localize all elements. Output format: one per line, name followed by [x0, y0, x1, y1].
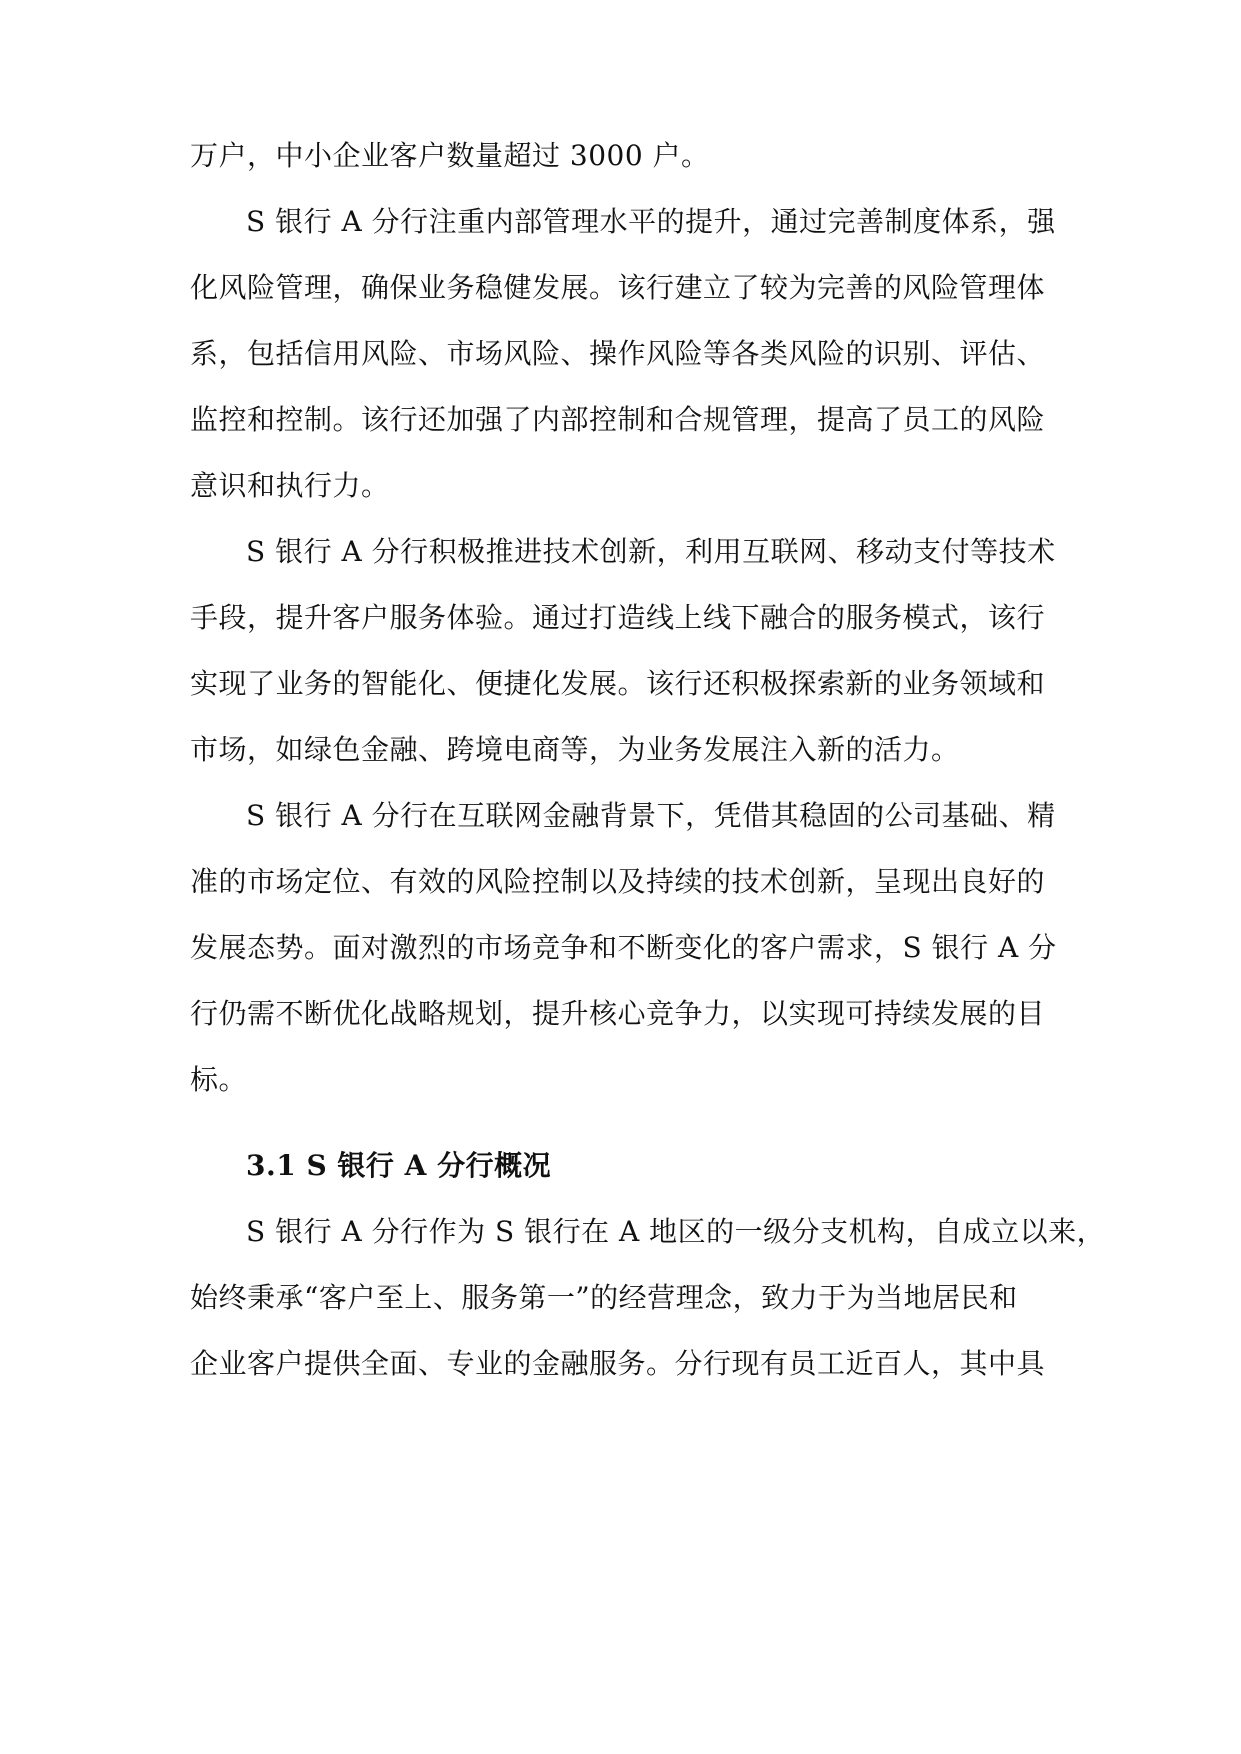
paragraph-line: 万户，中小企业客户数量超过 3000 户。 [190, 139, 710, 172]
paragraph-line: S 银行 A 分行在互联网金融背景下，凭借其稳固的公司基础、精 [246, 799, 1056, 832]
paragraph-line: S 银行 A 分行积极推进技术创新，利用互联网、移动支付等技术 [246, 535, 1056, 568]
paragraph-line: 市场，如绿色金融、跨境电商等，为业务发展注入新的活力。 [190, 733, 960, 766]
paragraph-line: 始终秉承“客户至上、服务第一”的经营理念，致力于为当地居民和 [190, 1281, 1018, 1314]
section-heading: 3.1 S 银行 A 分行概况 [246, 1149, 552, 1182]
paragraph-line: 行仍需不断优化战略规划，提升核心竞争力，以实现可持续发展的目 [190, 997, 1046, 1030]
paragraph-line: 化风险管理，确保业务稳健发展。该行建立了较为完善的风险管理体 [190, 271, 1046, 304]
paragraph-line: 系，包括信用风险、市场风险、操作风险等各类风险的识别、评估、 [190, 337, 1046, 370]
paragraph-line: 准的市场定位、有效的风险控制以及持续的技术创新，呈现出良好的 [190, 865, 1046, 898]
paragraph-line: S 银行 A 分行作为 S 银行在 A 地区的一级分支机构，自成立以来， [246, 1215, 1106, 1248]
paragraph-line: 企业客户提供全面、专业的金融服务。分行现有员工近百人，其中具 [190, 1347, 1046, 1380]
paragraph-line: 标。 [190, 1063, 248, 1096]
paragraph-line: 发展态势。面对激烈的市场竞争和不断变化的客户需求，S 银行 A 分 [190, 931, 1057, 964]
paragraph-line: 意识和执行力。 [190, 469, 390, 502]
paragraph-line: 实现了业务的智能化、便捷化发展。该行还积极探索新的业务领域和 [190, 667, 1046, 700]
paragraph-line: 手段，提升客户服务体验。通过打造线上线下融合的服务模式，该行 [190, 601, 1046, 634]
paragraph-line: 监控和控制。该行还加强了内部控制和合规管理，提高了员工的风险 [190, 403, 1046, 436]
paragraph-line: S 银行 A 分行注重内部管理水平的提升，通过完善制度体系，强 [246, 205, 1056, 238]
